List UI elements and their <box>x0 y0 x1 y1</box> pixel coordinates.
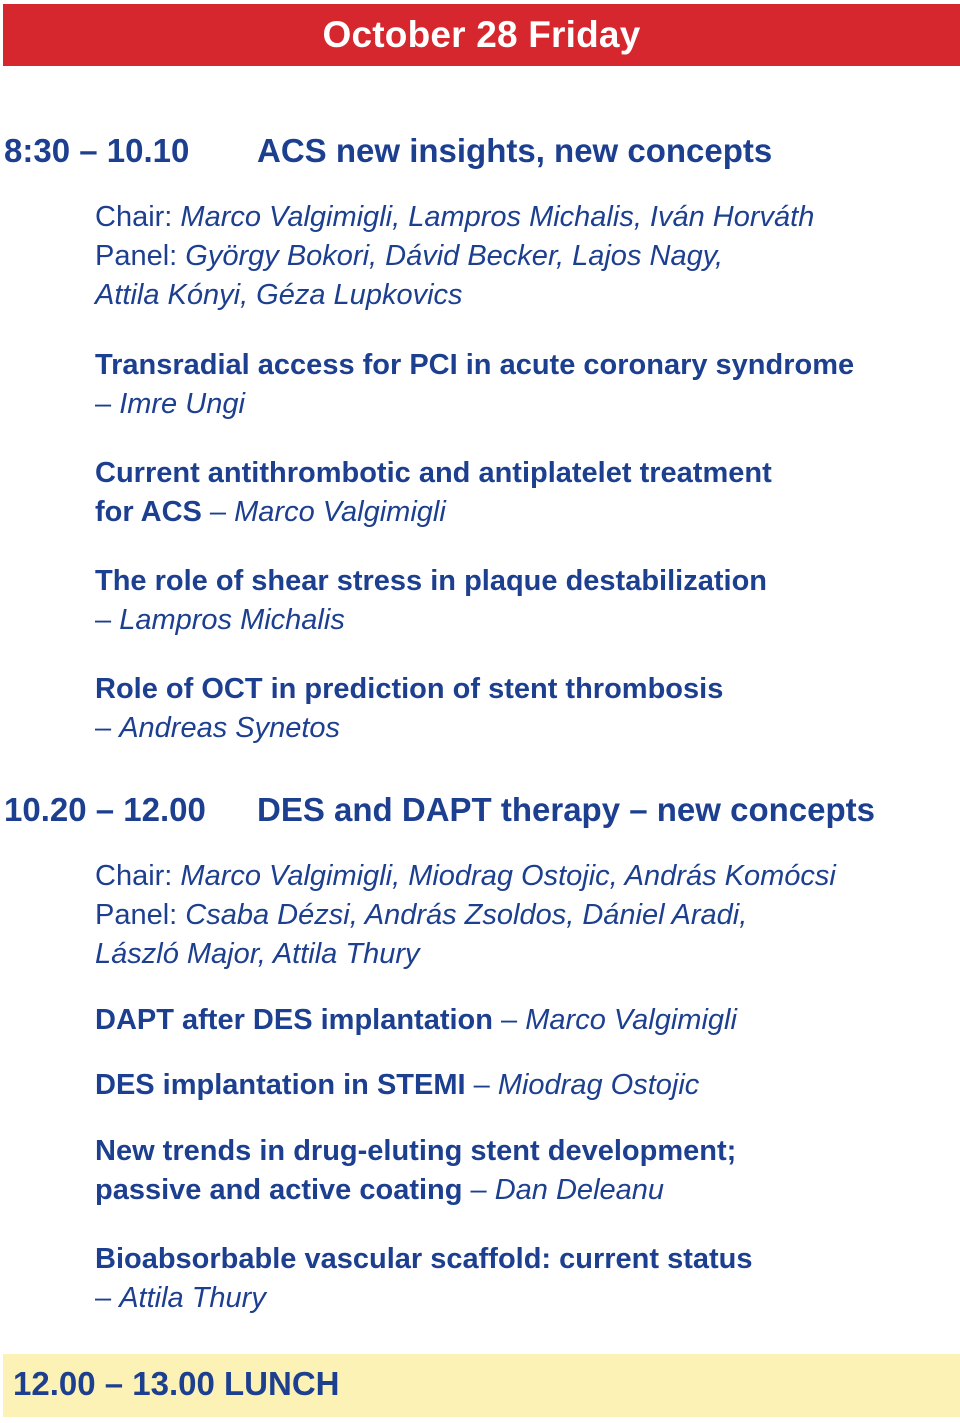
talk-title: Current antithrombotic and antiplatelet treatment <box>95 457 772 489</box>
talk-title: New trends in drug-eluting stent development; <box>95 1135 737 1167</box>
date-banner <box>3 4 960 66</box>
talk-item: The role of shear stress in plaque destabilization – Lampros Michalis <box>95 562 935 640</box>
talk-speaker: Attila Thury <box>119 1282 266 1314</box>
talk-title: DES implantation in STEMI <box>95 1069 466 1101</box>
talk-item: New trends in drug-eluting stent development; passive and active coating – Dan Deleanu <box>95 1132 935 1210</box>
talk-title: Transradial access for PCI in acute coronary syndrome <box>95 349 855 381</box>
session-2-chair-panel <box>95 857 935 974</box>
talk-title-cont: for ACS <box>95 496 202 528</box>
panel-names: György Bokori, Dávid Becker, Lajos Nagy, <box>185 240 724 272</box>
panel-names-cont: Attila Kónyi, Géza Lupkovics <box>95 279 463 311</box>
talk-speaker: Andreas Synetos <box>119 712 341 744</box>
talk-speaker: Marco Valgimigli <box>234 496 446 528</box>
talk-speaker: Dan Deleanu <box>494 1174 665 1206</box>
lunch-label: 12.00 – 13.00 LUNCH <box>13 1365 340 1402</box>
talk-title: DAPT after DES implantation <box>95 1004 493 1036</box>
chair-line: Chair: Marco Valgimigli, Miodrag Ostojic, András Komócsi <box>95 860 836 892</box>
talk-title: Role of OCT in prediction of stent thrombosis <box>95 673 724 705</box>
panel-names-cont: László Major, Attila Thury <box>95 938 420 970</box>
panel-line: Panel: György Bokori, Dávid Becker, Lajos Nagy, <box>95 240 724 272</box>
talk-speaker: Miodrag Ostojic <box>497 1069 700 1101</box>
session-1-header <box>4 131 904 171</box>
panel-names: Csaba Dézsi, András Zsoldos, Dániel Aradi, <box>185 899 748 931</box>
session-1-chair-panel <box>95 198 935 315</box>
session-2-header <box>4 790 904 830</box>
talk-title: The role of shear stress in plaque destabilization <box>95 565 767 597</box>
talk-title: Bioabsorbable vascular scaffold: current status <box>95 1243 753 1275</box>
talk-item: Bioabsorbable vascular scaffold: current status – Attila Thury <box>95 1240 935 1318</box>
chair-names: Marco Valgimigli, Lampros Michalis, Iván Horváth <box>180 201 815 233</box>
session-2-title: DES and DAPT therapy – new concepts <box>257 791 875 828</box>
chair-line: Chair: Marco Valgimigli, Lampros Michalis, Iván Horváth <box>95 201 815 233</box>
talk-item: Transradial access for PCI in acute coronary syndrome – Imre Ungi <box>95 346 935 424</box>
talk-title-cont: passive and active coating <box>95 1174 463 1206</box>
talk-speaker: Lampros Michalis <box>119 604 345 636</box>
talk-speaker: Imre Ungi <box>119 388 245 420</box>
talk-speaker: Marco Valgimigli <box>525 1004 737 1036</box>
talk-item: DES implantation in STEMI – Miodrag Ostojic <box>95 1069 700 1101</box>
talk-item: Role of OCT in prediction of stent thrombosis – Andreas Synetos <box>95 670 935 748</box>
session-2-time: 10.20 – 12.00 <box>4 791 206 828</box>
date-title: October 28 Friday <box>322 14 641 55</box>
session-1-time: 8:30 – 10.10 <box>4 132 190 169</box>
session-1-title: ACS new insights, new concepts <box>257 132 773 169</box>
panel-line: Panel: Csaba Dézsi, András Zsoldos, Dániel Aradi, <box>95 899 748 931</box>
chair-names: Marco Valgimigli, Miodrag Ostojic, András Komócsi <box>180 860 836 892</box>
lunch-bar <box>3 1354 960 1417</box>
talk-item: DAPT after DES implantation – Marco Valgimigli <box>95 1004 737 1036</box>
talk-item: Current antithrombotic and antiplatelet treatment for ACS – Marco Valgimigli <box>95 454 935 532</box>
